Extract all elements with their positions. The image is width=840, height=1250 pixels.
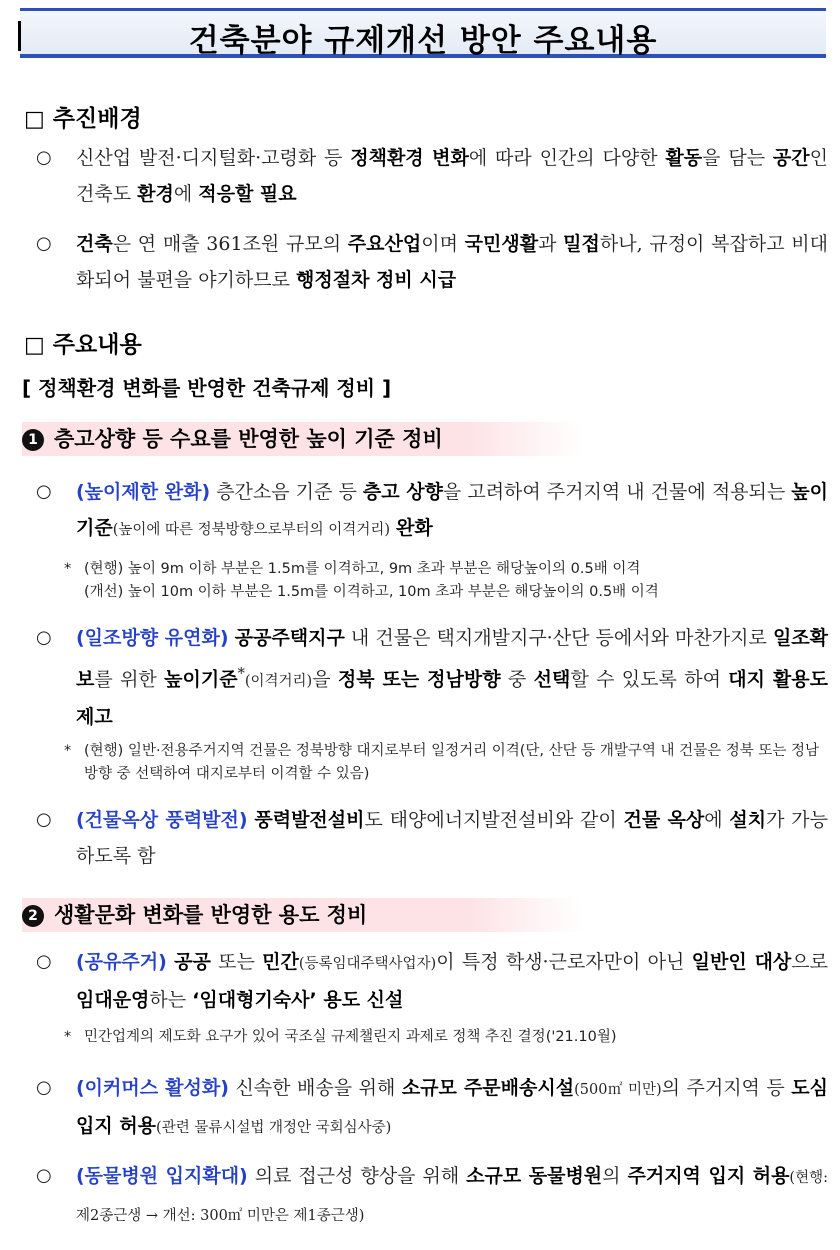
- title-banner: [20, 8, 826, 58]
- note-height: [64, 558, 832, 604]
- bold-text: 공공주택지구: [234, 627, 345, 649]
- numbered-heading-2: [22, 898, 582, 932]
- item-tag: (높이제한 완화): [76, 481, 211, 503]
- text: 도 태양에너지발전설비와 같이: [364, 809, 624, 831]
- bold-text: 건축: [76, 233, 113, 255]
- bold-text: 밀접: [563, 233, 600, 255]
- bold-text: 환경: [137, 183, 174, 205]
- number-badge: 2: [22, 905, 44, 927]
- item-shared-housing: [36, 944, 828, 1018]
- bold-text: 높이기준: [76, 481, 829, 539]
- item-tag: (공유주거): [76, 951, 167, 973]
- checkbox-square-icon: □: [24, 333, 45, 358]
- page-title: 건축분야 규제개선 방안 주요내용: [188, 23, 658, 59]
- item-rooftop-wind: [36, 802, 828, 874]
- small-text: (500㎡ 미만): [574, 1082, 662, 1098]
- note-star: *: [64, 1029, 72, 1045]
- item-sunlight-direction: [36, 620, 828, 735]
- bold-text: 정북 또는 정남방향: [337, 668, 501, 691]
- footnote-mark: *: [237, 666, 245, 682]
- bold-text: 소규모 주문배송시설: [401, 1077, 575, 1099]
- text: 층간소음 기준 등: [210, 481, 363, 503]
- text: 에 따라 인간의 다양한: [468, 147, 666, 169]
- circle-bullet-icon: ○: [36, 1077, 52, 1098]
- bold-text: 대지 활용도 제고: [76, 668, 828, 729]
- bracket-heading: [ 정책환경 변화를 반영한 건축규제 정비 ]: [22, 376, 392, 400]
- numbered-heading-text: 생활문화 변화를 반영한 용도 정비: [54, 903, 368, 927]
- item-height-relax: [36, 474, 828, 548]
- text: 할 수 있도록 하여: [570, 668, 729, 691]
- circle-bullet-icon: ○: [36, 233, 52, 254]
- bold-text: 주거지역 입지 허용: [627, 1165, 790, 1187]
- note-text: (현행) 일반·전용주거지역 건물은 정북방향 대지로부터 일정거리 이격(단, 산단 등 개발구역 내 건물은 정북 또는 정남방향 중 선택하여 대지로부터 이격할 수 있음): [84, 743, 820, 782]
- text: 중: [500, 668, 534, 691]
- text: 은 연 매출 361조원 규모의: [112, 233, 348, 255]
- bold-text: 활동: [665, 147, 703, 169]
- section-heading-background: [24, 100, 142, 133]
- note-shared-housing: [64, 1026, 832, 1049]
- text: 하나, 규정이 복잡하고 비대화되어 불편을 야기하므로: [76, 233, 828, 291]
- note-line-current: (현행) 높이 9m 이하 부분은 1.5m를 이격하고, 9m 초과 부분은 해당높이의 0.5배 이격: [84, 561, 641, 577]
- item-vet-hospital: [36, 1158, 828, 1234]
- bold-text: 정책환경 변화: [350, 147, 469, 169]
- note-text: 민간업계의 제도화 요구가 있어 국조실 규제챌린지 과제로 정책 추진 결정('21.10월): [84, 1029, 617, 1045]
- text: 신산업 발전·디지털화·고령화 등: [76, 147, 351, 169]
- bold-text: 풍력발전설비: [254, 809, 365, 831]
- item-tag: (동물병원 입지확대): [76, 1165, 248, 1187]
- bold-text: 설치: [729, 809, 767, 831]
- note-star: *: [64, 561, 72, 577]
- small-text: (등록임대주택사업자): [298, 956, 437, 972]
- small-text: (현행: 제2종근생 → 개선: 300㎡ 미만은 제1종근생): [76, 1170, 828, 1224]
- note-line-improved: (개선) 높이 10m 이하 부분은 1.5m를 이격하고, 10m 초과 부분은 해당높이의 0.5배 이격: [84, 584, 659, 600]
- text: 의료 접근성 향상을 위해: [247, 1165, 467, 1187]
- background-item-2: [36, 226, 828, 298]
- small-text: (이격거리): [244, 673, 313, 690]
- circle-bullet-icon: ○: [36, 1165, 52, 1186]
- text: 의: [602, 1165, 628, 1187]
- text: 가 가능하도록 함: [76, 809, 828, 867]
- circle-bullet-icon: ○: [36, 627, 52, 648]
- numbered-heading-text: 층고상향 등 수요를 반영한 높이 기준 정비: [54, 427, 443, 451]
- circle-bullet-icon: ○: [36, 951, 52, 972]
- text: 를 위한: [94, 668, 165, 691]
- text: 신속한 배송을 위해: [228, 1077, 402, 1099]
- bold-text: 임대운영: [76, 989, 150, 1011]
- bold-text: 민간: [262, 951, 299, 973]
- bold-text: 완화: [396, 517, 433, 539]
- small-text: (관련 물류시설법 개정안 국회심사중): [156, 1120, 392, 1136]
- item-tag: (일조방향 유연화): [76, 627, 229, 649]
- section-label: 추진배경: [52, 106, 142, 132]
- bold-text: 공공: [174, 951, 211, 973]
- text: 을 고려하여 주거지역 내 건물에 적용되는: [442, 481, 792, 503]
- text: 에: [704, 809, 730, 831]
- text: 또는: [210, 951, 263, 973]
- bold-text: 일반인 대상: [691, 951, 792, 973]
- text: 하는: [149, 989, 193, 1011]
- circle-bullet-icon: ○: [36, 809, 52, 830]
- bold-text: 주요산업: [347, 233, 422, 255]
- bold-text: 도심 입지 허용: [76, 1077, 828, 1137]
- text: 인 건축도: [76, 147, 828, 205]
- note-sunlight: [64, 740, 832, 786]
- note-star: *: [64, 743, 72, 759]
- item-ecommerce: [36, 1070, 828, 1146]
- bold-text: 선택: [533, 668, 571, 691]
- text: 을 담는: [702, 147, 773, 169]
- text: 이 특정 학생·근로자만이 아닌: [436, 951, 692, 973]
- text: 내 건물은 택지개발지구·산단 등에서와 마찬가지로: [344, 627, 773, 649]
- text: 의 주거지역 등: [661, 1077, 792, 1099]
- item-tag: (이커머스 활성화): [76, 1077, 229, 1099]
- text: 으로: [791, 951, 828, 973]
- number-badge: 1: [22, 429, 44, 451]
- bold-text: 적응할 필요: [198, 183, 297, 205]
- small-text: (높이에 따른 정북방향으로부터의 이격거리): [112, 522, 390, 538]
- item-tag: (건물옥상 풍력발전): [76, 809, 248, 831]
- bold-text: 일조확보: [76, 627, 829, 691]
- bold-text: 행정절차 정비 시급: [296, 269, 457, 291]
- text: 을: [312, 668, 338, 691]
- background-item-1: [36, 140, 828, 212]
- bold-text: 소규모 동물병원: [466, 1165, 603, 1187]
- bold-text: 국민생활: [464, 233, 539, 255]
- checkbox-square-icon: □: [24, 107, 45, 132]
- bold-text: 공간: [772, 147, 810, 169]
- circle-bullet-icon: ○: [36, 481, 52, 502]
- circle-bullet-icon: ○: [36, 147, 52, 168]
- text: 과: [538, 233, 564, 255]
- text: 이며: [421, 233, 465, 255]
- bold-text: 층고 상향: [362, 481, 443, 503]
- text: 에: [173, 183, 199, 205]
- numbered-heading-1: [22, 422, 582, 456]
- section-heading-main: [24, 326, 142, 359]
- bold-text: 건물 옥상: [623, 809, 705, 831]
- bold-text: ‘임대형기숙사’ 용도 신설: [192, 989, 404, 1011]
- section-label: 주요내용: [52, 332, 142, 358]
- bold-text: 높이기준: [164, 668, 238, 691]
